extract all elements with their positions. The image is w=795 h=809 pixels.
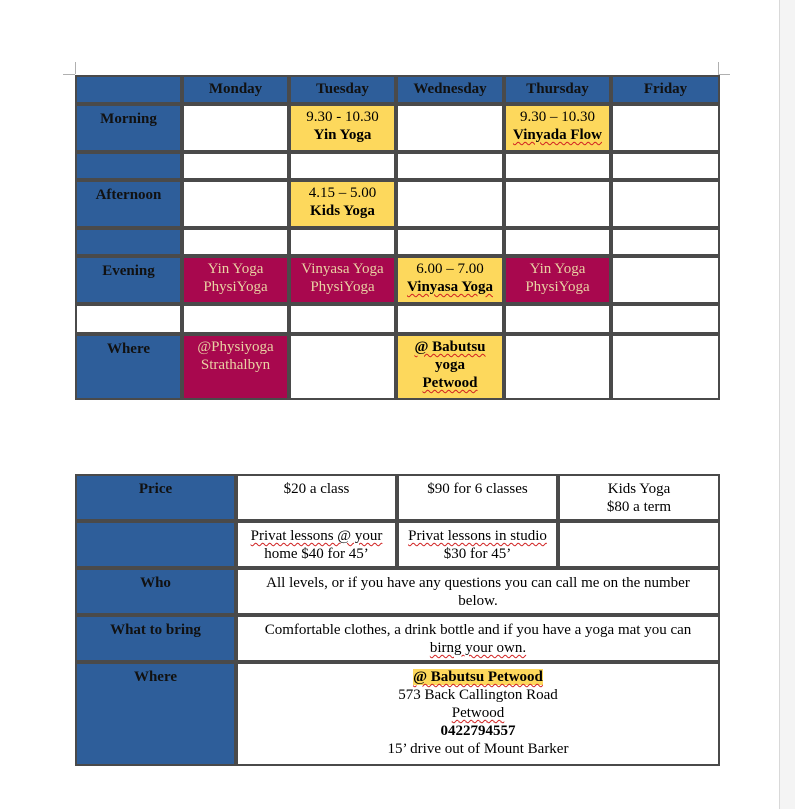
where-label: Where: [75, 662, 236, 766]
class-text-line: yoga: [435, 357, 465, 373]
class-text-line: PhysiYoga: [203, 279, 268, 295]
row-label-text: Evening: [102, 263, 155, 279]
day-header-label: Monday: [208, 81, 263, 97]
where-drive: 15’ drive out of Mount Barker: [387, 741, 569, 757]
schedule-row: [75, 228, 720, 256]
private-home-line2: home $40 for 45’: [264, 546, 369, 562]
schedule-header-row: [75, 75, 720, 104]
where-suburb: Petwood: [451, 705, 505, 721]
schedule-cell: [289, 104, 396, 152]
row-label-text: [77, 230, 180, 234]
row-label-text: Morning: [100, 111, 157, 127]
day-header-label: [77, 77, 180, 80]
class-text-line: 9.30 – 10.30: [520, 109, 595, 125]
price-row: [75, 474, 720, 521]
schedule-table: [75, 75, 720, 400]
class-text-line: 9.30 - 10.30: [306, 109, 379, 125]
day-header-monday: [182, 75, 289, 104]
schedule-cell: [396, 334, 504, 400]
class-text-line: Strathalbyn: [200, 357, 271, 373]
schedule-cell: [504, 228, 611, 256]
price-kids-cell: [558, 474, 720, 521]
where-row: [75, 662, 720, 766]
schedule-cell: [182, 180, 289, 228]
class-text-line: Yin Yoga: [207, 261, 264, 277]
class-text-line: @ Babutsu: [414, 339, 486, 355]
day-header-label: Tuesday: [316, 81, 369, 97]
corner-mark-left: [63, 74, 75, 75]
schedule-cell: [396, 256, 504, 304]
schedule-cell: [611, 256, 720, 304]
schedule-cell: [182, 152, 289, 180]
class-text-line: @Physiyoga: [197, 339, 274, 355]
private-studio-cell: [397, 521, 558, 568]
class-text-line: 4.15 – 5.00: [308, 185, 377, 201]
where-details-cell: [236, 662, 720, 766]
schedule-row: [75, 152, 720, 180]
schedule-cell: [611, 152, 720, 180]
row-label-afternoon: [75, 180, 182, 228]
schedule-cell: [611, 228, 720, 256]
schedule-row: [75, 104, 720, 152]
day-header-friday: [611, 75, 720, 104]
private-row: [75, 521, 720, 568]
where-phone: 0422794557: [440, 723, 516, 739]
day-header-tuesday: [289, 75, 396, 104]
corner-mark-left-v: [75, 62, 76, 74]
schedule-cell: [504, 334, 611, 400]
header-corner-cell: [75, 75, 182, 104]
bring-text-cell: [236, 615, 720, 662]
schedule-cell: [289, 256, 396, 304]
info-table: [75, 474, 720, 766]
class-text-line: PhysiYoga: [525, 279, 590, 295]
who-text-line2: below.: [458, 593, 498, 609]
day-header-label: Thursday: [526, 81, 589, 97]
day-header-label: Wednesday: [413, 81, 487, 97]
schedule-cell: [289, 228, 396, 256]
schedule-cell: [396, 304, 504, 334]
private-studio-line1: Privat lessons in studio: [408, 528, 547, 544]
schedule-cell: [504, 180, 611, 228]
schedule-cell: [182, 334, 289, 400]
schedule-cell: [504, 304, 611, 334]
price-6-cell: $90 for 6 classes: [397, 474, 558, 521]
class-text-line: Petwood: [422, 375, 478, 391]
row-label-evening: [75, 256, 182, 304]
price-kids-line2: $80 a term: [606, 499, 672, 515]
class-text-line: 6.00 – 7.00: [416, 261, 484, 277]
day-header-label: Friday: [643, 81, 688, 97]
schedule-cell: [611, 334, 720, 400]
price-label: Price: [75, 474, 236, 521]
schedule-cell: [396, 104, 504, 152]
row-label-empty: [75, 304, 182, 334]
bring-label: What to bring: [75, 615, 236, 662]
schedule-cell: [611, 104, 720, 152]
schedule-cell: [289, 334, 396, 400]
schedule-row: [75, 180, 720, 228]
schedule-cell: [182, 304, 289, 334]
schedule-cell: [289, 304, 396, 334]
private-label: [75, 521, 236, 568]
schedule-row: [75, 256, 720, 304]
schedule-cell: [289, 152, 396, 180]
page-margin: [780, 0, 795, 809]
schedule-cell: [504, 104, 611, 152]
row-label-morning: [75, 104, 182, 152]
private-home-cell: [236, 521, 397, 568]
schedule-cell: [182, 256, 289, 304]
where-address: 573 Back Callington Road: [398, 687, 558, 703]
day-header-thursday: [504, 75, 611, 104]
schedule-cell: [289, 180, 396, 228]
row-label-empty: [75, 228, 182, 256]
day-header-wednesday: [396, 75, 504, 104]
schedule-row: [75, 334, 720, 400]
who-label: Who: [75, 568, 236, 615]
schedule-cell: [611, 304, 720, 334]
who-row: [75, 568, 720, 615]
who-text-cell: [236, 568, 720, 615]
row-label-empty: [75, 152, 182, 180]
class-text-line: Vinyada Flow: [512, 127, 603, 143]
schedule-cell: [182, 228, 289, 256]
schedule-cell: [396, 180, 504, 228]
corner-mark-right-v: [718, 62, 719, 74]
class-text-line: PhysiYoga: [310, 279, 375, 295]
schedule-cell: [504, 152, 611, 180]
row-label-text: [77, 154, 180, 158]
class-text-line: Yin Yoga: [313, 127, 372, 143]
class-text-line: Yin Yoga: [529, 261, 586, 277]
schedule-row: [75, 304, 720, 334]
who-text-line1: All levels, or if you have any questions you can call me on the number: [266, 575, 690, 591]
price-kids-line1: Kids Yoga: [607, 481, 671, 497]
schedule-cell: [396, 152, 504, 180]
row-label-text: Afternoon: [95, 187, 162, 203]
private-empty-cell: [558, 521, 720, 568]
bring-row: [75, 615, 720, 662]
private-studio-line2: $30 for 45’: [443, 546, 512, 562]
bring-text-line2: birng your own.: [429, 640, 527, 656]
schedule-cell: [504, 256, 611, 304]
class-text-line: Vinyasa Yoga: [301, 261, 384, 277]
row-label-text: Where: [106, 341, 151, 357]
schedule-cell: [182, 104, 289, 152]
class-text-line: Vinyasa Yoga: [407, 279, 493, 295]
price-class-cell: $20 a class: [236, 474, 397, 521]
bring-text-line1: Comfortable clothes, a drink bottle and if you have a yoga mat you can: [264, 622, 692, 638]
schedule-cell: [396, 228, 504, 256]
class-text-line: Kids Yoga: [310, 203, 375, 219]
row-label-text: [77, 306, 180, 310]
row-label-where: [75, 334, 182, 400]
schedule-cell: [611, 180, 720, 228]
private-home-line1: Privat lessons @ your: [250, 528, 383, 544]
where-venue-name: @ Babutsu Petwood: [413, 669, 543, 685]
